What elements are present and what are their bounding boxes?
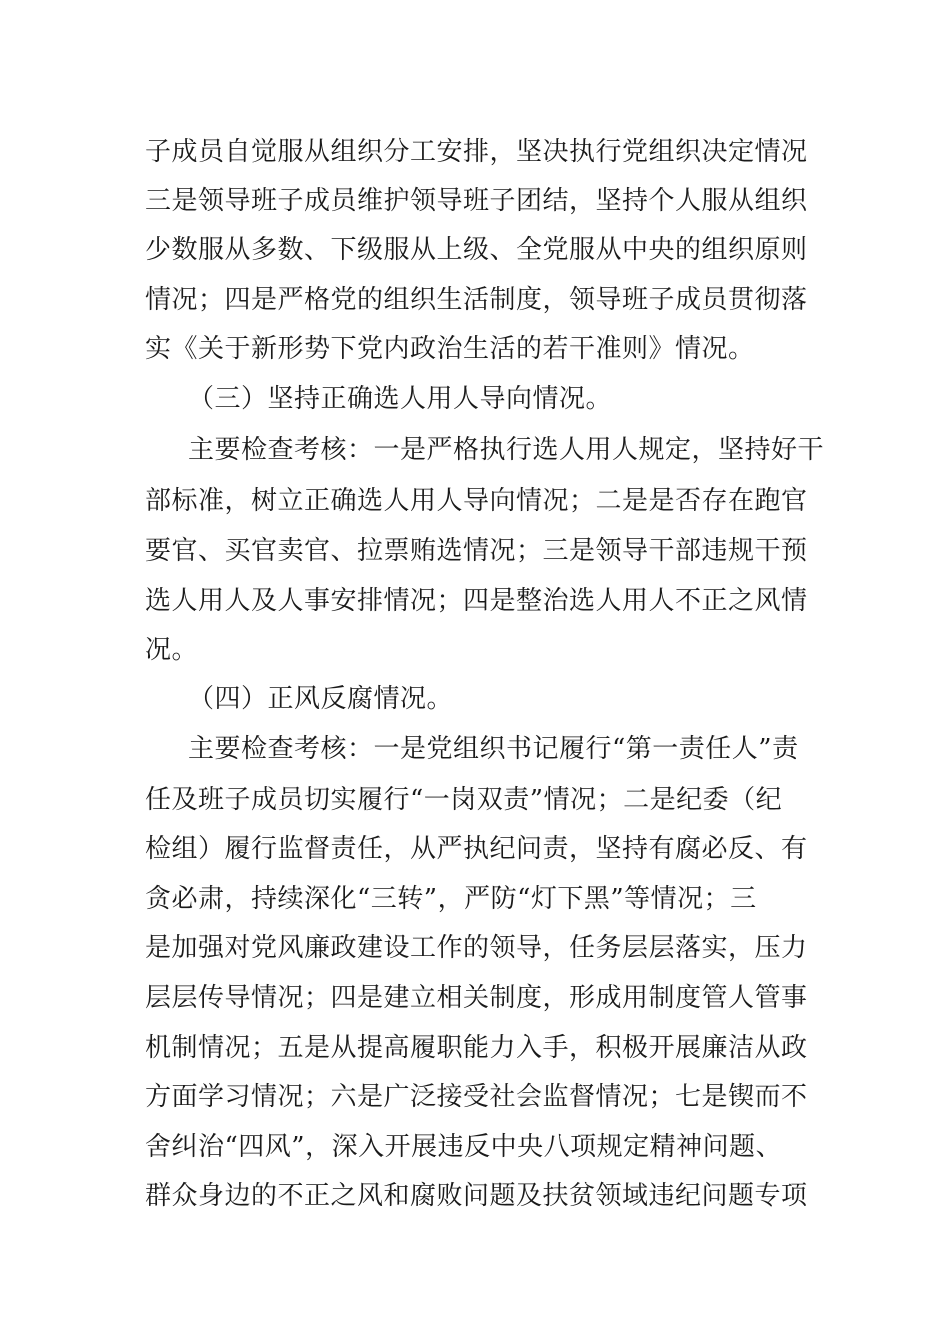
- text-line: 实《关于新形势下党内政治生活的若干准则》情况。: [145, 334, 755, 364]
- text-line: 任及班子成员切实履行“一岗双责”情况；二是纪委（纪: [145, 785, 783, 815]
- text-line: 层层传导情况；四是建立相关制度，形成用制度管人管事: [145, 983, 808, 1013]
- text-line: 部标准，树立正确选人用人导向情况；二是是否存在跑官: [145, 486, 808, 516]
- text-line: 舍纠治“四风”，深入开展违反中央八项规定精神问题、: [145, 1132, 783, 1162]
- text-line: 三是领导班子成员维护领导班子团结，坚持个人服从组织: [145, 186, 808, 216]
- text-line: 子成员自觉服从组织分工安排，坚决执行党组织决定情况: [145, 137, 808, 167]
- text-line: 是加强对党风廉政建设工作的领导，任务层层落实，压力: [145, 933, 808, 963]
- text-line: 要官、买官卖官、拉票贿选情况；三是领导干部违规干预: [145, 536, 808, 566]
- text-line: 机制情况；五是从提高履职能力入手，积极开展廉洁从政: [145, 1033, 808, 1063]
- text-line: 选人用人及人事安排情况；四是整治选人用人不正之风情: [145, 586, 808, 616]
- section-heading: （四）正风反腐情况。: [188, 684, 454, 714]
- text-line: 主要检查考核：一是严格执行选人用人规定，坚持好干: [188, 435, 825, 465]
- text-line: 况。: [145, 635, 199, 665]
- text-line: 检组）履行监督责任，从严执纪问责，坚持有腐必反、有: [145, 834, 808, 864]
- text-line: 少数服从多数、下级服从上级、全党服从中央的组织原则: [145, 235, 808, 265]
- text-line: 方面学习情况；六是广泛接受社会监督情况；七是锲而不: [145, 1082, 808, 1112]
- text-line: 群众身边的不正之风和腐败问题及扶贫领域违纪问题专项: [145, 1181, 808, 1211]
- text-line: 主要检查考核：一是党组织书记履行“第一责任人”责: [188, 734, 799, 764]
- text-line: 情况；四是严格党的组织生活制度，领导班子成员贯彻落: [145, 285, 808, 315]
- text-line: 贪必肃，持续深化“三转”，严防“灯下黑”等情况；三: [145, 884, 757, 914]
- section-heading: （三）坚持正确选人用人导向情况。: [188, 384, 613, 414]
